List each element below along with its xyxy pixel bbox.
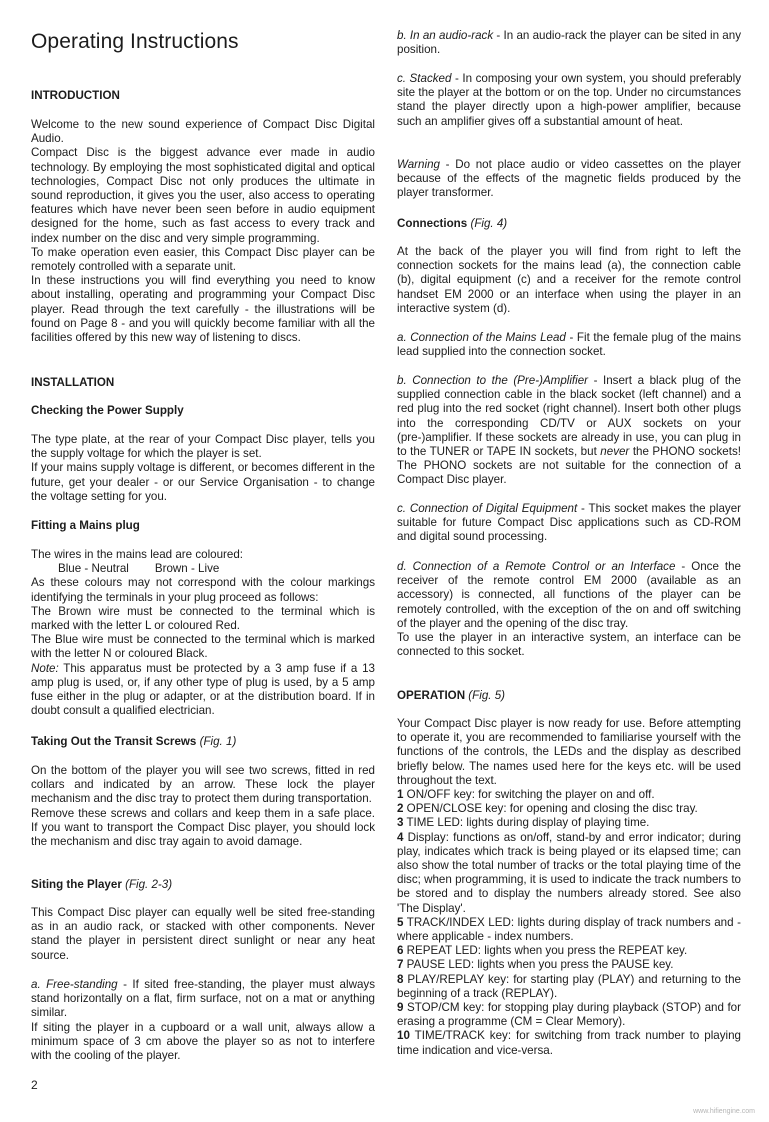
operation-heading: OPERATION (Fig. 5) bbox=[397, 689, 506, 702]
cupboard-paragraph: If siting the player in a cupboard or a wall unit, always allow a minimum space of 3 cm above the player so as not to interfere with the cooling of the player. bbox=[31, 1020, 375, 1063]
controls-list bbox=[397, 788, 741, 1058]
intro-paragraph: Compact Disc is the biggest advance ever made in audio technology. By employing the most sophisticated digital and optical technologies, Compact Disc not only produces the ultimate in sound reproduction, it gives you the user, also access to operating features which have never been seen before in audio equipment designed for the home, such as fast access to every track and index number on the disc and very simple programming. bbox=[31, 146, 375, 245]
siting-body bbox=[31, 906, 375, 963]
introduction-body bbox=[31, 118, 375, 345]
connections-heading: Connections (Fig. 4) bbox=[397, 217, 508, 230]
power-supply-heading: Checking the Power Supply bbox=[31, 404, 184, 417]
transit-screws-heading: Taking Out the Transit Screws (Fig. 1) bbox=[31, 735, 237, 748]
warning-section bbox=[397, 158, 741, 201]
never-emphasis: never bbox=[600, 445, 630, 459]
mains-plug-intro: The wires in the mains lead are coloured: bbox=[31, 548, 244, 561]
free-standing-paragraph: a. Free-standing - If sited free-standing, the player must always stand horizontally on a flat, firm surface, not on a mat or anything similar. bbox=[31, 978, 375, 1020]
connections-fig: (Fig. 4) bbox=[470, 217, 508, 230]
free-standing-label: a. Free-standing bbox=[31, 978, 118, 991]
page-title: Operating Instructions bbox=[31, 30, 239, 53]
transit-screws-paragraph: On the bottom of the player you will see two screws, fitted in red collars and indicated by an arrow. These lock the player mechanism and the disc tray to protect them during transportation. bbox=[31, 764, 375, 806]
audio-rack-label: b. In an audio-rack bbox=[397, 29, 494, 42]
connection-mains-label: a. Connection of the Mains Lead bbox=[397, 331, 566, 344]
connection-remote-paragraph: d. Connection of a Remote Control or an Interface - Once the receiver of the remote control EM 2000 (available as an accessory) is connected, all functions of the player can be remotely controlled, with the exception of the on and off switching of the player and the opening of the disc tray. bbox=[397, 560, 741, 630]
wire-colour-blue: Blue - Neutral bbox=[58, 562, 129, 576]
transit-screws-body bbox=[31, 764, 375, 849]
list-item: 7 PAUSE LED: lights when you press the PAUSE key. bbox=[397, 958, 674, 972]
audio-rack-section bbox=[397, 29, 741, 57]
transit-screws-section bbox=[31, 735, 375, 749]
power-supply-section bbox=[31, 404, 375, 418]
list-item: 5 TRACK/INDEX LED: lights during display of track numbers and - where applicable - index numbers. bbox=[397, 915, 741, 944]
fuse-note bbox=[31, 662, 375, 719]
introduction-heading: INTRODUCTION bbox=[31, 89, 120, 102]
warning-label: Warning bbox=[397, 158, 440, 171]
connection-digital bbox=[397, 502, 741, 545]
transit-screws-paragraph: Remove these screws and collars and keep them in a safe place. If you want to transport the Compact Disc player, you should lock the mechanism and disc tray again to avoid damage. bbox=[31, 806, 375, 849]
connections-intro bbox=[397, 245, 741, 316]
operation-fig: (Fig. 5) bbox=[468, 689, 506, 702]
list-item: 10 TIME/TRACK key: for switching from track number to playing time indication and vice-versa. bbox=[397, 1029, 741, 1057]
operation-section bbox=[397, 689, 741, 703]
mains-plug-heading: Fitting a Mains plug bbox=[31, 519, 140, 532]
power-supply-paragraph: If your mains supply voltage is different, or becomes different in the future, get your dealer - or our Service Organisation - to change the voltage setting for you. bbox=[31, 461, 375, 503]
mains-plug-body bbox=[31, 548, 375, 718]
introduction-section bbox=[31, 89, 375, 103]
operation-intro: Your Compact Disc player is now ready for use. Before attempting to operate it, you are recommended to familiarise yourself with the functions of the controls, the LEDs and the display as described briefly below. The names used here for the keys etc. will be used throughout the text. bbox=[397, 717, 741, 787]
list-item: 3 TIME LED: lights during display of playing time. bbox=[397, 816, 650, 830]
power-supply-body bbox=[31, 433, 375, 504]
wire-colour-brown: Brown - Live bbox=[154, 562, 220, 576]
installation-section bbox=[31, 376, 375, 390]
page-number: 2 bbox=[31, 1078, 38, 1092]
connections-intro-paragraph: At the back of the player you will find from right to left the connection sockets for the mains lead (a), the connection cable (b), digital equipment (c) and a receiver for the remote control handset EM 2000 or an interface when using the player in an interactive system (d). bbox=[397, 245, 741, 315]
transit-screws-fig: (Fig. 1) bbox=[199, 735, 237, 748]
siting-section bbox=[31, 878, 375, 892]
wire-colours bbox=[31, 562, 375, 576]
connections-section bbox=[397, 217, 741, 231]
list-item: 4 Display: functions as on/off, stand-by and error indicator; during play, indicates which track is being played or its elapsed time; can also show the total number of tracks or the total playing time of the disc; when programming, it is used to indicate the track numbers to be stored and to display the numbers already stored. See also 'The Display'. bbox=[397, 830, 741, 915]
installation-heading: INSTALLATION bbox=[31, 376, 115, 389]
intro-paragraph: To make operation even easier, this Compact Disc player can be remotely controlled with a separate unit. bbox=[31, 245, 375, 274]
connection-amplifier-paragraph: b. Connection to the (Pre-)Amplifier - Insert a black plug of the supplied connection cable in the black socket (left channel) and a red plug into the red socket (right channel). Insert both other plugs into the corresponding CD/TV or AUX sockets on your (pre-)amplifier. If these sockets are already in use, you can plug in to the TUNER or TAPE IN sockets, but never the PHONO sockets! The PHONO sockets are not suitable for the connection of a Compact Disc player. bbox=[397, 374, 741, 487]
note-label: Note: bbox=[31, 661, 59, 675]
operation-body bbox=[397, 717, 741, 1058]
intro-paragraph: In these instructions you will find everything you need to know about installing, operating and programming your Compact Disc player. Read through the text carefully - the illustrations will be found on Page 8 - and you will quickly become familiar with all the facilities offered by this new way of listening to discs. bbox=[31, 274, 375, 345]
list-item: 9 STOP/CM key: for stopping play during playback (STOP) and for erasing a programme (CM = Clear Memory). bbox=[397, 1001, 741, 1029]
connection-digital-paragraph: c. Connection of Digital Equipment - This socket makes the player suitable for future Compact Disc applications such as CD-ROM and digital sound processing. bbox=[397, 502, 741, 544]
mains-plug-paragraph: The Brown wire must be connected to the terminal which is marked with the letter L or coloured Red. bbox=[31, 604, 375, 633]
watermark: www.hifiengine.com bbox=[693, 1108, 755, 1115]
mains-plug-paragraph: As these colours may not correspond with the colour markings identifying the terminals in your plug proceed as follows: bbox=[31, 576, 375, 604]
siting-heading: Siting the Player (Fig. 2-3) bbox=[31, 878, 173, 891]
warning-paragraph: Warning - Do not place audio or video cassettes on the player because of the effects of the magnetic fields produced by the player transformer. bbox=[397, 158, 741, 200]
list-item: 6 REPEAT LED: lights when you press the REPEAT key. bbox=[397, 944, 688, 958]
stacked-paragraph: c. Stacked - In composing your own system, you should preferably site the player at the bottom or on the top. Under no circumstances stand the player directly upon a high-power amplifier, because such an amplifier gives off a substantial amount of heat. bbox=[397, 72, 741, 128]
connection-digital-label: c. Connection of Digital Equipment bbox=[397, 502, 578, 515]
interface-paragraph: To use the player in an interactive system, an interface can be connected to this socket. bbox=[397, 631, 741, 659]
mains-plug-paragraph: The Blue wire must be connected to the terminal which is marked with the letter N or coloured Black. bbox=[31, 633, 375, 661]
mains-plug-section bbox=[31, 519, 375, 533]
siting-intro: This Compact Disc player can equally well be sited free-standing as in an audio rack, or stacked with other components. Never stand the player in persistent direct sunlight or near any heat source. bbox=[31, 906, 375, 962]
intro-paragraph: Welcome to the new sound experience of Compact Disc Digital Audio. bbox=[31, 118, 375, 146]
connection-remote-label: d. Connection of a Remote Control or an Interface bbox=[397, 560, 676, 573]
list-item: 2 OPEN/CLOSE key: for opening and closing the disc tray. bbox=[397, 802, 698, 816]
siting-free-standing bbox=[31, 978, 375, 1063]
siting-fig: (Fig. 2-3) bbox=[125, 878, 173, 891]
connection-mains bbox=[397, 331, 741, 359]
power-supply-paragraph: The type plate, at the rear of your Compact Disc player, tells you the supply voltage for which the player is set. bbox=[31, 433, 375, 461]
list-item: 8 PLAY/REPLAY key: for starting play (PLAY) and returning to the beginning of a track (REPLAY). bbox=[397, 972, 741, 1000]
connection-amplifier bbox=[397, 374, 741, 488]
stacked-label: c. Stacked bbox=[397, 72, 452, 85]
connection-mains-paragraph: a. Connection of the Mains Lead - Fit the female plug of the mains lead supplied into the connection socket. bbox=[397, 331, 741, 359]
note-text: This apparatus must be protected by a 3 amp fuse if a 13 amp plug is used, or, if any other type of plug is used, by a 5 amp fuse either in the plug or adapter, or at the distribution board. If in doubt consult a qualified electrician. bbox=[31, 661, 375, 718]
connection-remote bbox=[397, 560, 741, 659]
list-item: 1 ON/OFF key: for switching the player on and off. bbox=[397, 788, 655, 802]
audio-rack-paragraph: b. In an audio-rack - In an audio-rack the player can be sited in any position. bbox=[397, 29, 741, 57]
stacked-section bbox=[397, 72, 741, 129]
connection-amplifier-label: b. Connection to the (Pre-)Amplifier bbox=[397, 374, 589, 387]
